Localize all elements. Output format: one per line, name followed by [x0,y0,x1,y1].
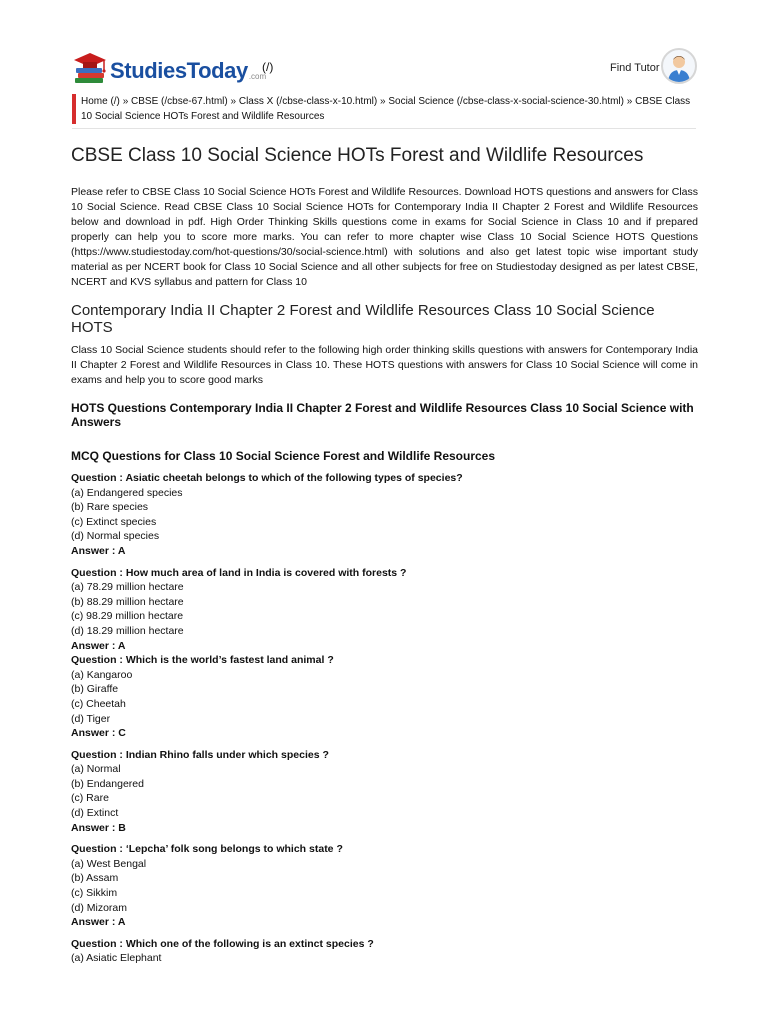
option-item: (a) West Bengal [71,857,147,870]
breadcrumb-cbse[interactable]: CBSE (/cbse-67.html) [131,96,228,107]
section-intro: Class 10 Social Science students should refer to the following high order thinking skills questions with answers for Contemporary India II Chapter 2 Forest and Wildlife Resources in Class 10. These HOTS questions with answers for Class 10 Social Science will come in exams and help you to score good marks [71,344,698,386]
answer-text: Answer : C [71,727,126,740]
logo-suffix: .com [248,72,267,81]
page-title: CBSE Class 10 Social Science HOTs Forest and Wildlife Resources [71,145,644,166]
question-text: Question : Indian Rhino falls under which species ? [71,748,329,761]
breadcrumb-social-science[interactable]: Social Science (/cbse-class-x-social-science-30.html) [388,96,624,107]
option-item: (a) 78.29 million hectare [71,581,184,594]
breadcrumb-separator: » [230,96,237,107]
option-item: (d) Extinct [71,807,119,820]
breadcrumb-separator: » [626,96,633,107]
main-content [71,144,698,966]
question-text: Question : ‘Lepcha’ folk song belongs to which state ? [71,843,343,856]
option-item: (d) Normal species [71,530,160,543]
option-item: (c) Cheetah [71,697,126,710]
option-item: (b) Giraffe [71,683,119,696]
option-item: (b) Assam [71,872,119,885]
logo-text: StudiesToday [110,58,248,83]
user-avatar-icon[interactable] [661,48,697,84]
option-item: (c) 98.29 million hectare [71,610,184,623]
spacer [71,835,698,842]
option-item: (c) Extinct species [71,515,157,528]
site-header [0,0,768,92]
spacer [71,741,698,748]
divider [72,128,696,129]
logo-link-text[interactable]: (/) [262,60,274,74]
question-text: Question : Which one of the following is an extinct species ? [71,937,374,950]
breadcrumb-separator: » [122,96,129,107]
question-text: Question : How much area of land in India is covered with forests ? [71,566,407,579]
answer-text: Answer : B [71,821,126,834]
spacer [71,930,698,937]
breadcrumb-current: CBSE Class 10 Social Science HOTs Forest and Wildlife Resources [81,96,691,122]
question-list [71,471,698,966]
option-item: (a) Asiatic Elephant [71,952,162,965]
intro-paragraph: Please refer to CBSE Class 10 Social Science HOTs Forest and Wildlife Resources. Download HOTS questions and answers for Class 10 Social Science. Read CBSE Class 10 Social Science HOTs for Contemporary India II Chapter 2 Forest and Wildlife Resources below and download in pdf. High Order Thinking Skills questions come in exams for Social Science in Class 10 and if prepared properly can help you to score more marks. You can refer to more chapter wise Class 10 Social Science HOTS Questions (https://www.studiestoday.com/hot-questions/30/social-science.html) with solutions and also get latest topic wise important study material as per NCERT book for Class 10 Social Science and all other subjects for free on Studiestoday designed as per latest CBSE, NCERT and KVS syllabus and pattern for Class 10 [71,186,698,288]
section-heading: Contemporary India II Chapter 2 Forest and Wildlife Resources Class 10 Social Science HOTS [71,302,655,336]
option-item: (b) 88.29 million hectare [71,595,184,608]
option-item: (a) Normal [71,763,121,776]
option-item: (b) Endangered [71,777,144,790]
answer-text: Answer : A [71,544,126,557]
question-text: Question : Which is the world’s fastest land animal ? [71,654,334,667]
breadcrumb-class-x[interactable]: Class X (/cbse-class-x-10.html) [238,96,378,107]
option-item: (d) Tiger [71,712,111,725]
option-item: (d) 18.29 million hectare [71,624,184,637]
answer-text: Answer : A [71,916,126,929]
spacer [71,559,698,566]
find-tutor-link[interactable]: Find Tutor [610,62,660,74]
question-text: Question : Asiatic cheetah belongs to which of the following types of species? [71,472,463,484]
option-item: (b) Rare species [71,501,149,514]
option-item: (d) Mizoram [71,901,128,914]
answer-text: Answer : A [71,639,126,652]
graduation-cap-books-icon [72,50,108,84]
site-logo[interactable] [72,50,266,84]
breadcrumb-separator: » [380,96,386,107]
option-item: (c) Sikkim [71,887,118,900]
mcq-heading: MCQ Questions for Class 10 Social Science Forest and Wildlife Resources [71,449,496,463]
breadcrumb-home[interactable]: Home (/) [81,96,120,107]
breadcrumb [72,94,702,124]
option-item: (a) Endangered species [71,486,183,499]
hots-subheading: HOTS Questions Contemporary India II Chapter 2 Forest and Wildlife Resources Class 10 Social Science with Answers [71,401,694,429]
option-item: (c) Rare [71,792,109,805]
option-item: (a) Kangaroo [71,668,133,681]
